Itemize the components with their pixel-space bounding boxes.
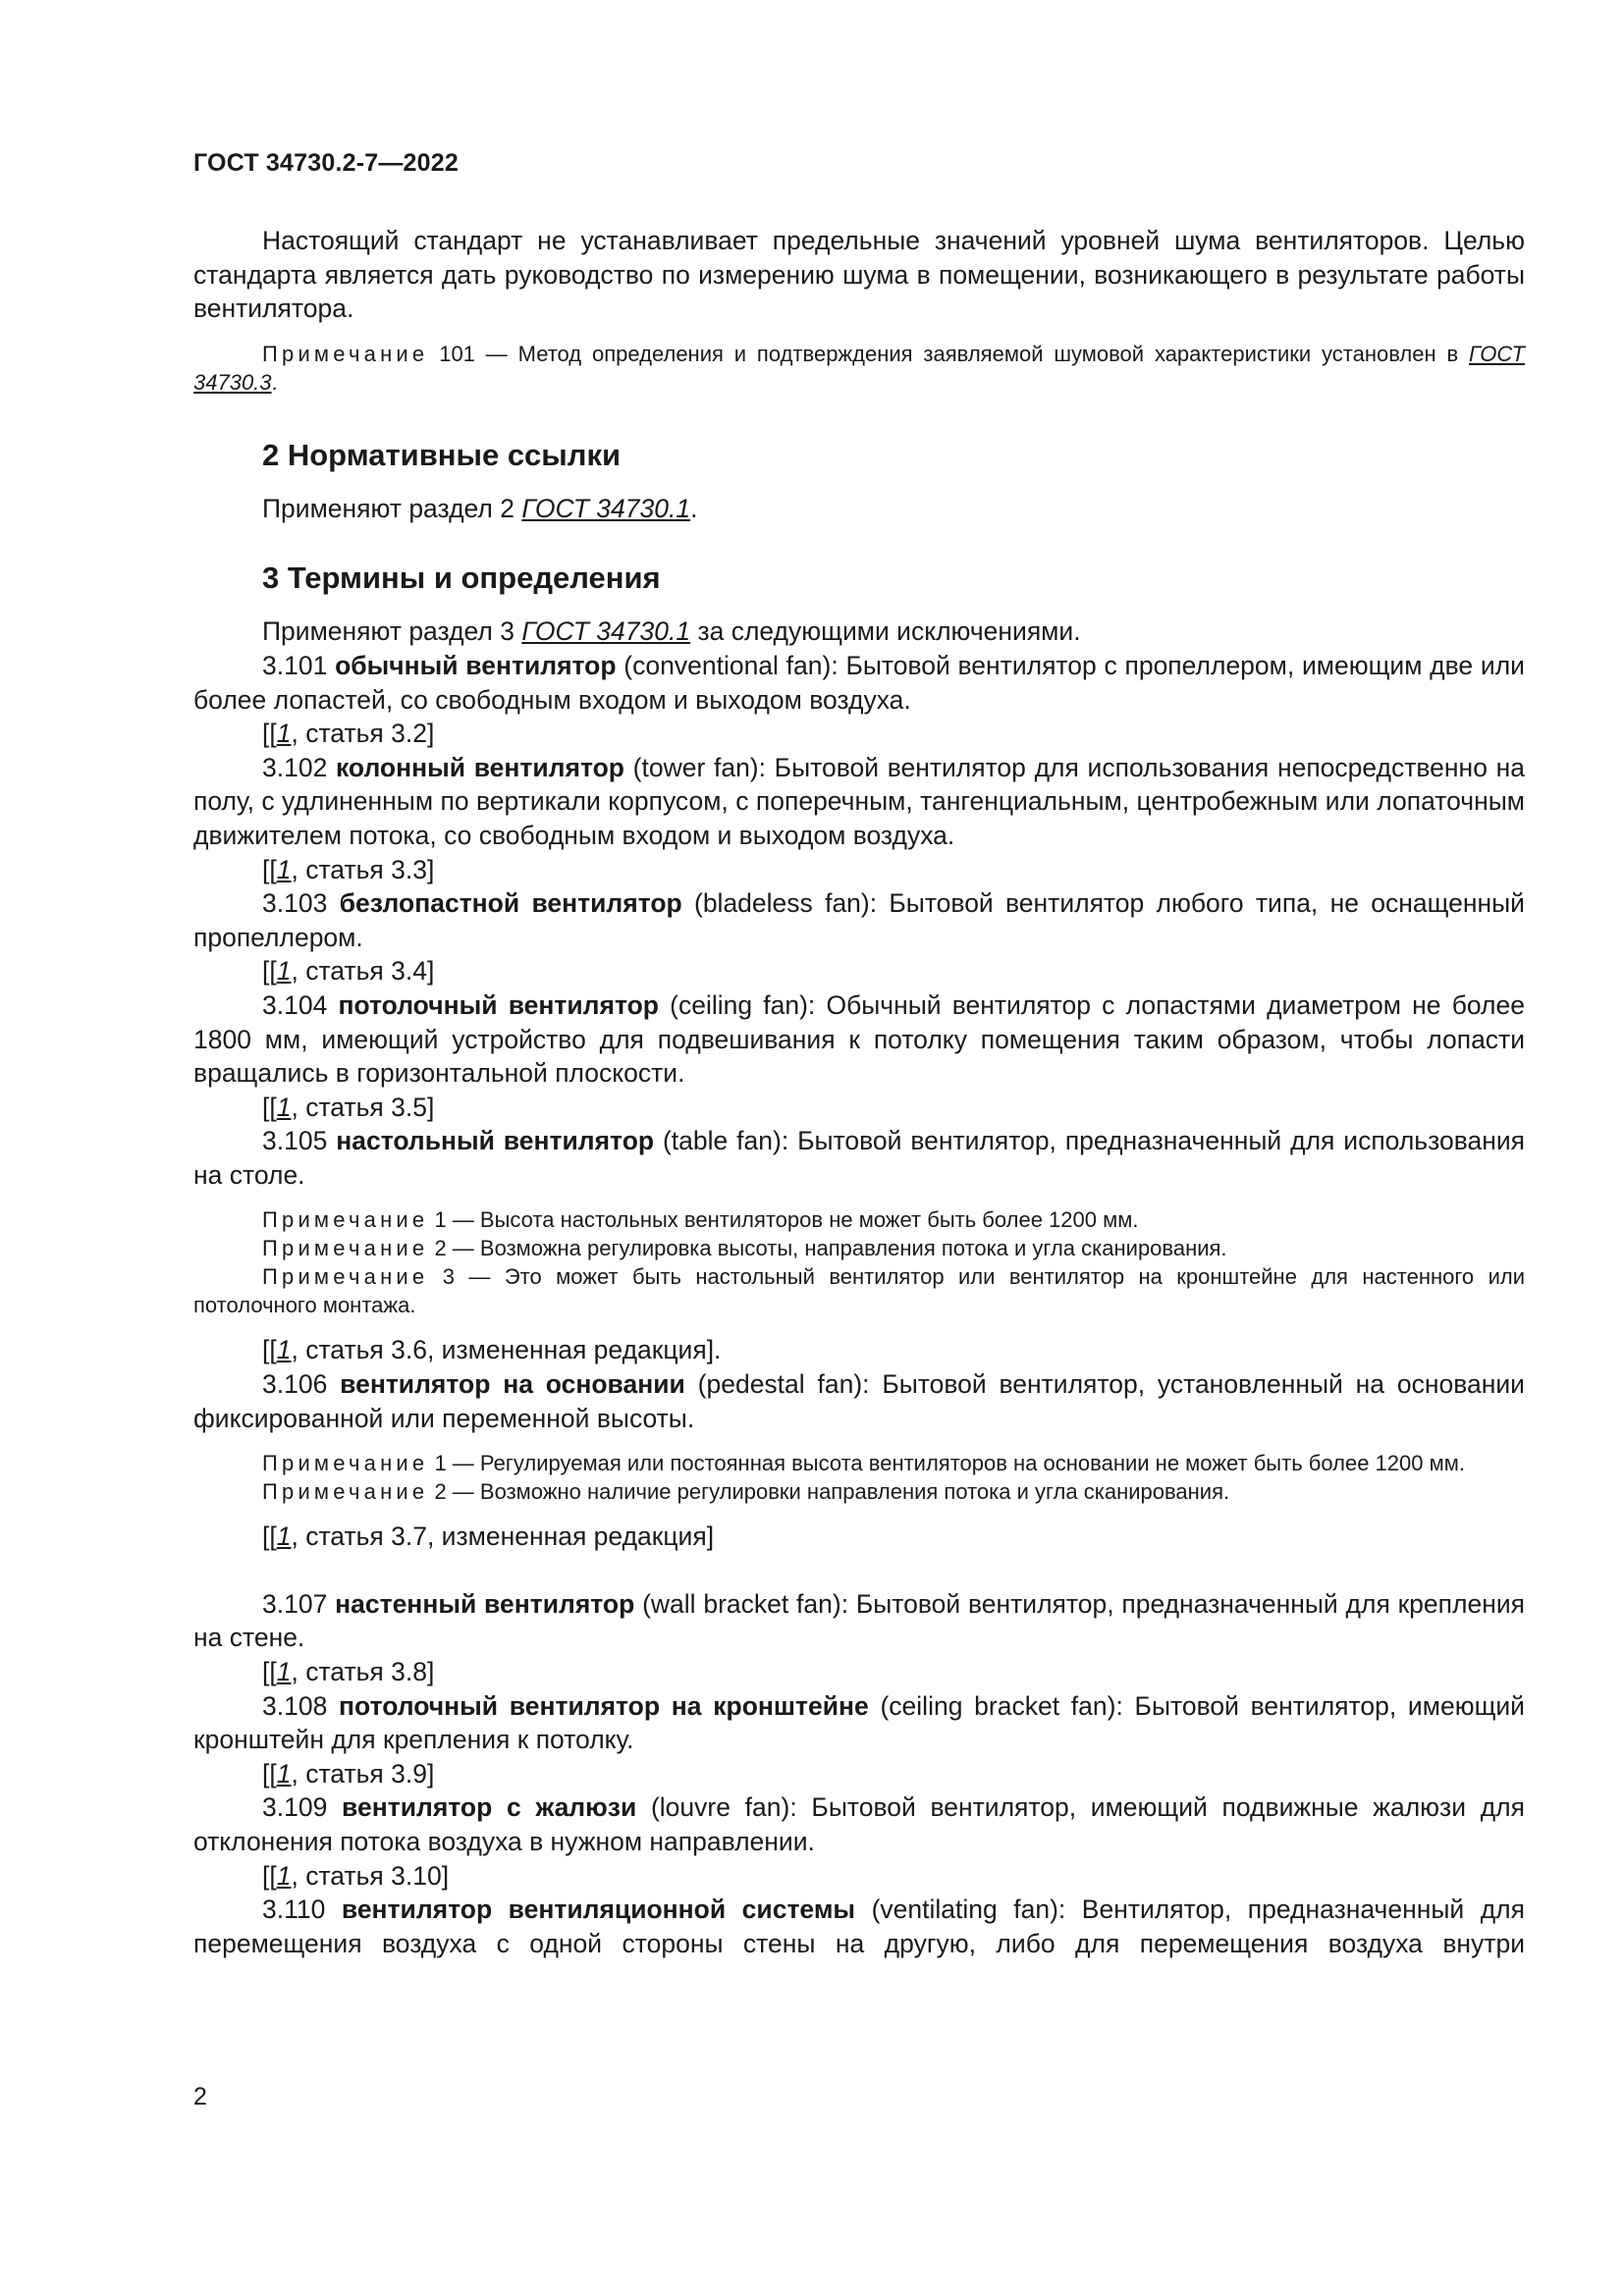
gost-link[interactable]: ГОСТ 34730.3 [193, 341, 1525, 395]
note-label: Примечание [262, 1451, 429, 1476]
term-reference: [[1, статья 3.2] [262, 719, 435, 749]
term-note: Примечание 1 — Регулируемая или постоянная высота вентиляторов на основании не может быть более 1200 мм. [262, 1451, 1465, 1476]
term-name: потолочный вентилятор [338, 989, 659, 1020]
gost-link[interactable]: ГОСТ 34730.1 [521, 616, 691, 647]
gost-link[interactable]: ГОСТ 34730.1 [521, 493, 691, 523]
bibliography-link[interactable]: 1 [276, 956, 292, 987]
term-3-102: 3.102 колонный вентилятор (tower fan): Бытовой вентилятор для использования непосредственно на полу, с удлиненным по вертикали корпусом, с поперечным, тангенциальным, центробежным или лопаточным движителем потока, со свободным входом и выходом воздуха. [193, 752, 1525, 850]
term-name: обычный вентилятор [335, 650, 617, 680]
term-name: настенный вентилятор [335, 1588, 635, 1619]
term-name: колонный вентилятор [336, 752, 624, 782]
term-3-105: 3.105 настольный вентилятор (table fan): Бытовой вентилятор, предназначенный для использования на столе. [193, 1126, 1526, 1190]
intro-paragraph: Настоящий стандарт не устанавливает предельные значений уровней шума вентиляторов. Целью стандарта является дать руководство по измерению шума в помещении, возникающего в результате работы вентилятора. [193, 226, 1525, 324]
term-3-103: 3.103 безлопастной вентилятор (bladeless fan): Бытовой вентилятор любого типа, не оснащенный пропеллером. [193, 888, 1525, 952]
note-label: Примечание [262, 1207, 429, 1233]
document-header: ГОСТ 34730.2-7—2022 [193, 149, 459, 177]
bibliography-link[interactable]: 1 [276, 1335, 292, 1365]
bibliography-link[interactable]: 1 [276, 719, 292, 749]
bibliography-link[interactable]: 1 [276, 1860, 292, 1891]
term-3-110: 3.110 вентилятор вентиляционной системы (ventilating fan): Вентилятор, предназначенный для перемещения воздуха с одной стороны стены на другую, либо для перемещения воздуха внутри [193, 1895, 1525, 1958]
term-name: вентилятор с жалюзи [342, 1792, 637, 1823]
note-label: Примечание [262, 1479, 429, 1505]
page-content [193, 0, 1525, 1960]
note-label: Примечание [262, 341, 429, 366]
term-reference: [[1, статья 3.3] [262, 854, 435, 884]
section-2-text: Применяют раздел 2 ГОСТ 34730.1. [262, 493, 698, 523]
term-reference: [[1, статья 3.8] [262, 1657, 435, 1687]
bibliography-link[interactable]: 1 [276, 1758, 292, 1789]
term-note: Примечание 3 — Это может быть настольный вентилятор или вентилятор на кронштейне для настенного или потолочного монтажа. [193, 1264, 1525, 1318]
section-3-title: 3 Термины и определения [262, 561, 661, 596]
term-name: вентилятор вентиляционной системы [341, 1895, 856, 1925]
note-label: Примечание [262, 1236, 429, 1261]
bibliography-link[interactable]: 1 [276, 1657, 292, 1687]
page-number: 2 [193, 2083, 207, 2110]
term-reference: [[1, статья 3.10] [262, 1860, 450, 1891]
term-3-109: 3.109 вентилятор с жалюзи (louvre fan): Бытовой вентилятор, имеющий подвижные жалюзи для отклонения потока воздуха в нужном направлении. [193, 1792, 1525, 1856]
term-reference: [[1, статья 3.7, измененная редакция] [262, 1522, 715, 1552]
term-3-107: 3.107 настенный вентилятор (wall bracket fan): Бытовой вентилятор, предназначенный для крепления на стене. [193, 1588, 1525, 1653]
term-note: Примечание 1 — Высота настольных вентиляторов не может быть более 1200 мм. [262, 1207, 1139, 1233]
term-3-104: 3.104 потолочный вентилятор (ceiling fan): Обычный вентилятор с лопастями диаметром не более 1800 мм, имеющий устройство для подвешивания к потолку помещения таким образом, чтобы лопасти вращались в горизонтальной плоскости. [193, 989, 1525, 1089]
note-101: Примечание 101 — Метод определения и подтверждения заявляемой шумовой характеристики установлен в ГОСТ 34730.3. [193, 341, 1525, 395]
term-name: вентилятор на основании [340, 1369, 685, 1400]
bibliography-link[interactable]: 1 [276, 854, 292, 884]
term-reference: [[1, статья 3.4] [262, 956, 435, 987]
term-name: безлопастной вентилятор [339, 888, 682, 919]
term-name: настольный вентилятор [336, 1126, 655, 1156]
section-2-title: 2 Нормативные ссылки [262, 437, 622, 472]
term-reference: [[1, статья 3.9] [262, 1758, 435, 1789]
bibliography-link[interactable]: 1 [276, 1092, 292, 1122]
section-3-text: Применяют раздел 3 ГОСТ 34730.1 за следующими исключениями. [262, 616, 1081, 647]
term-reference: [[1, статья 3.6, измененная редакция]. [262, 1335, 722, 1365]
term-3-106: 3.106 вентилятор на основании (pedestal fan): Бытовой вентилятор, установленный на основании фиксированной или переменной высоты. [193, 1369, 1525, 1433]
term-note: Примечание 2 — Возможна регулировка высоты, направления потока и угла сканирования. [262, 1236, 1227, 1261]
bibliography-link[interactable]: 1 [276, 1522, 292, 1552]
term-name: потолочный вентилятор на кронштейне [339, 1690, 869, 1721]
note-label: Примечание [262, 1264, 429, 1290]
term-note: Примечание 2 — Возможно наличие регулировки направления потока и угла сканирования. [262, 1479, 1230, 1505]
term-reference: [[1, статья 3.5] [262, 1092, 435, 1122]
term-3-108: 3.108 потолочный вентилятор на кронштейне (ceiling bracket fan): Бытовой вентилятор, имеющий кронштейн для крепления к потолку. [193, 1690, 1525, 1755]
term-3-101: 3.101 обычный вентилятор (conventional fan): Бытовой вентилятор с пропеллером, имеющим две или более лопастей, со свободным входом и выходом воздуха. [193, 650, 1525, 715]
